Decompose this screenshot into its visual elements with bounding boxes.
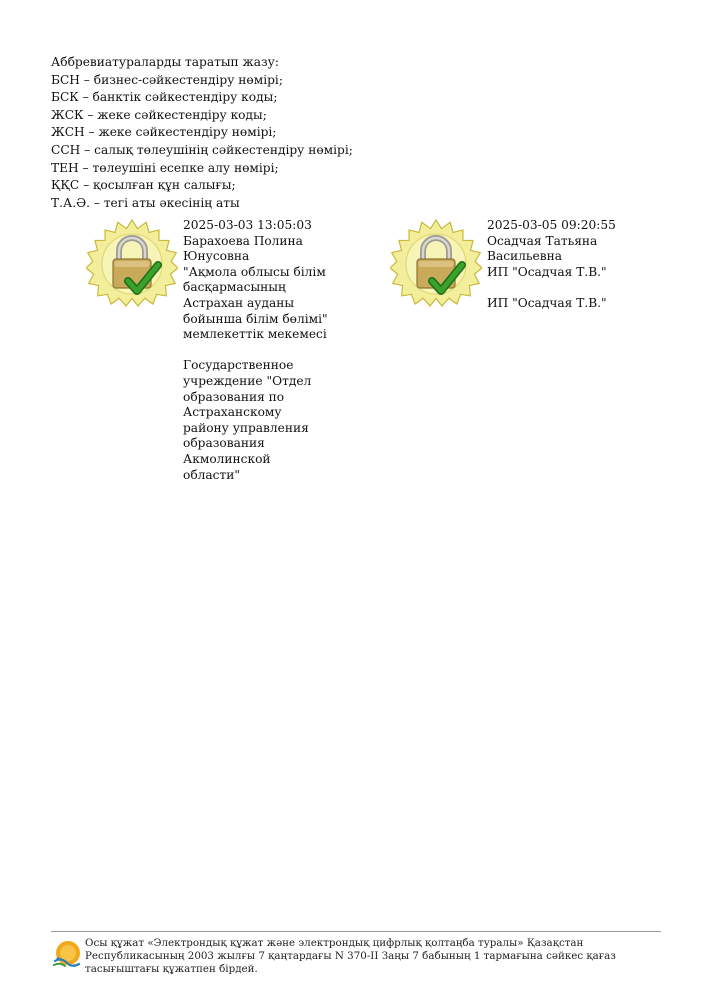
signer-organization-ru: ИП "Осадчая Т.В."	[487, 295, 607, 310]
signer-organization-ru: Государственное учреждение "Отдел образования по Астраханскому району управления образования Акмолинской области"	[183, 358, 312, 482]
footer-legal-text: Осы құжат «Электрондық құжат және электрондық цифрлық қолтаңба туралы» Қазақстан Республикасының 2003 жылғы 7 қаңтардағы N 370-II Заңы 7 бабының 1 тармағына сәйкес қағаз тасығыштағы құжатпен бірдей.	[85, 937, 616, 976]
document-footer	[51, 931, 661, 976]
abbreviations-block	[51, 54, 353, 212]
abbreviation-item: ЖСН – жеке сәйкестендіру нөмірі;	[51, 125, 277, 140]
signature-details	[183, 218, 331, 483]
signer-organization-kz: ИП "Осадчая Т.В."	[487, 264, 607, 279]
abbreviations-heading: Аббревиатураларды таратып жазу:	[51, 55, 279, 69]
abbreviation-item: ТЕН – төлеушіні есепке алу нөмірі;	[51, 160, 279, 175]
digital-signature-seal-icon	[86, 218, 178, 310]
egov-logo-icon	[52, 939, 82, 969]
abbreviation-item: БСН – бизнес-сәйкестендіру нөмірі;	[51, 72, 283, 87]
signer-name: Барахоева Полина Юнусовна	[183, 233, 303, 264]
signature-datetime: 2025-03-03 13:05:03	[183, 218, 312, 232]
abbreviation-item: ЖСК – жеке сәйкестендіру коды;	[51, 107, 267, 122]
digital-signature-seal-icon	[390, 218, 482, 310]
abbreviation-item: Т.А.Ә. – тегі аты әкесінің аты	[51, 195, 240, 210]
signer-name: Осадчая Татьяна Васильевна	[487, 233, 598, 264]
signer-organization-kz: "Ақмола облысы білім басқармасының Астрахан ауданы бойынша білім бөлімі" мемлекеттік мекемесі	[183, 264, 328, 342]
signature-datetime: 2025-03-05 09:20:55	[487, 218, 616, 232]
abbreviation-item: ҚҚС – қосылған құн салығы;	[51, 178, 236, 193]
abbreviation-item: ССН – салық төлеушінің сәйкестендіру нөмірі;	[51, 142, 353, 157]
signature-details	[487, 218, 635, 312]
abbreviation-item: БСК – банктік сәйкестендіру коды;	[51, 90, 278, 105]
